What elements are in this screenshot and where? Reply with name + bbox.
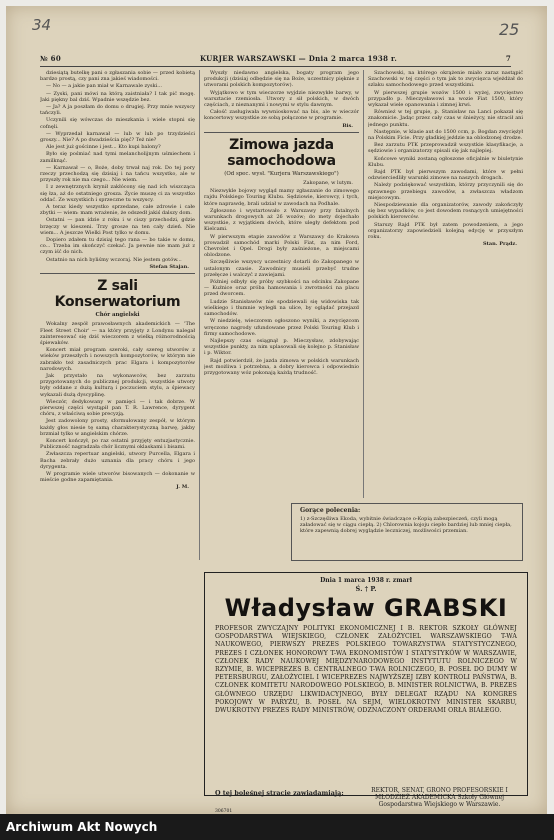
page-number: 7 xyxy=(505,54,511,63)
deceased-name: Władysław GRABSKI xyxy=(224,594,508,622)
dateline: Zakopane, w lutym. xyxy=(303,180,353,187)
obituary-notice-line: O tej boleśnej stracie zawiadamiają: xyxy=(215,789,344,797)
konserwatorium-heading: Z sali Konserwatorium xyxy=(54,278,181,311)
zimowa-jazda-heading: Zimowa jazda samochodowa xyxy=(227,136,336,169)
column-2 xyxy=(204,70,359,562)
konserwatorium-subheading: Chór angielski xyxy=(95,312,140,319)
concert-continuation: Wyszły niedawno angielska, bogaty program jego produkcji (dzisiaj odbędzie się na Boże, uczestnicy pięknie z utworami polskich kompozytorów). Wyjątkowo w tym wieczorze wyjdzie niezwykłe barwy, w warsztacie rzemiosła. Utwory z sił polskich, w dwóch częściach, z nieznanymi i nowymi w stylu dawnym. Całość zasługiwała wywnioskować na bis, ale w wieczór koncertowy wszystkie ze sobą połączone w programie. xyxy=(204,70,359,122)
pencil-annotation-right: 25 xyxy=(499,20,520,39)
concert-review: Wokalny zespół prawosławnych akademickich — 'The Fleet Street Choir' — na który przyjęty z Londynu nalegał zainteresować się dziś wieczorem z wielką różnorodnością śpiewaków. Koncert miał program szeroki, cały szereg utworów z wieków przeszłych i nowszych kompozytorów, w którym nie zabrakło też zasadniczych prac Elgara i kompozytorów narodowych. Jak przystało na wykonawców, bez zarzutu przygotowanych do publicznej produkcji, wszystkie utwory były oddane z dużą kulturą i poczuciem stylu, a śpiewacy wykazali dużą dyscyplinę. Wieczór, dedykowany w pamięci — i tak dobrze. W pierwszej części wystąpił pan T. R. Lawrence, dyrygent chóru, z właściwą sobie precyzją. Jest zadowolony prosty, sformułowany zespół, w którym każdy głos niesie tę samą charakterystyczną barwę, jakby brzmiał tylko w angielskim chórze. Koncert kończył, po raz ostatni przyjęty entuzjastycznie. Publiczność nagradzała chór licznymi oklaskami i bisami. Zwłaszcza repertuar angielski, utwory Purcella, Elgara i Bacha zebrały dużo uznania dla pracy chóru i jego dyrygenta. W programie wiele utworów bisowanych — dokonanie w mieście godne zapamiętania. xyxy=(40,321,195,484)
obituary-notice xyxy=(204,572,528,814)
obituary-cross: Ś. † P. xyxy=(355,585,377,593)
author-signature: Stefan Stajan. xyxy=(149,263,189,270)
column-3 xyxy=(368,70,523,498)
rally-continuation: Szachowski, na którego okrążenie miało zaraz nastąpić Szachowski w tej części o tym jak to zwycięzca wjeżdżał do szlaku samochodowego przed wszystkimi. W pierwszej grupie wozów 1500 i wyżej, zwycięstwo przypadło p. Mieczysławowi na wozie Fiat 1500, który wykazał wiele opanowania i zimnej krwi. Również w tej grupie, p. Stanisław na Lanci pokazał się znakomicie. Jadąc przez cały czas w śnieżycy, nie stracił ani jednego punktu. Następnie, w klasie aut do 1500 ccm, p. Bogdan zwyciężył na Polskim Ficie. Przy gładkiej jeździe na oblodzonej drodze. Bez zarzutu PTK przeprowadził wszystkie klasyfikacje, a sędziowie i organizatorzy spisali się jak najlepiej. Końcowe wyniki zostaną ogłoszone oficjalnie w biuletynie Klubu. Rajd PTK był pierwszym zawodami, które w pełni odzwierciedliły warunki zimowe na naszych drogach. Należy podziękować wszystkim, którzy przyczynili się do sprawnego przebiegu zawodów, a zwłaszcza władzom miejscowym. Niespodziewanie dla organizatorów, zawody zakończyły się bez wypadków, co jest dowodem rosnących umiejętności polskich kierowców. Starszy Rajd PTK był zatem powodzeniem, a jego organizatorzy zapowiedzieli kolejną edycję w przyszłym roku. xyxy=(368,70,523,241)
newspaper-title: KURJER WARSZAWSKI — Dnia 2 marca 1938 r. xyxy=(200,54,398,63)
recommendations-box xyxy=(291,503,523,561)
pencil-annotation-left: 34 xyxy=(32,16,52,34)
archive-label-bar xyxy=(0,814,554,840)
recommendations-text: 1) z-Szczęśliwa Ekoda, wybitnie świadczące o-Kopią zabezpieczeń, czyli mogą załadować się w ciągu ciepłą. 2) Chlorownia kojoju ciepło bardziej lub mniej ciepła, które zapewnią dobrej wyglądzie leczniczej, możliwości przemian. xyxy=(300,516,512,534)
section-rule xyxy=(40,273,195,274)
obituary-titles: PROFESOR ZWYCZAJNY POLITYKI EKONOMICZNEJ I B. REKTOR SZKOŁY GŁÓWNEJ GOSPODARSTWA WIEJSKIEGO, CZŁONEK ZAŁOŻYCIEL WARSZAWSKIEGO T-WA NAUKOWEGO, PIERWSZY PREZES POLSKIEGO TOWARZYSTWA STATYSTYCZNEGO, PREZES I CZŁONEK HONOROWY T-WA EKONOMISTÓW I STATYSTYKÓW W WARSZAWIE, CZŁONEK RADY NAUKOWEJ MIĘDZYNARODOWEGO INSTYTUTU ROLNICZEGO W RZYMIE, B. WICEPREZES B. CENTRALNEGO T-WA ROLNICZEGO, B. POSEŁ DO DUMY W PETERSBURGU, ZAŁOŻYCIEL I WICEPREZES NAJWYŻSZEJ IZBY KONTROLI PAŃSTWA, B. CZŁONEK KOMITETU NARODOWEGO POLSKIEGO, B. MINISTER ROLNICTWA, B. PREZES GŁÓWNEGO URZĘDU LIKWIDACYJNEGO, BYŁY DELEGAT RZĄDU NA KONGRES POKOJOWY W PARYŻU, B. POSEŁ NA SEJM, WIELOKROTNY MINISTER SKARBU, DWUKROTNY PREZES RADY MINISTRÓW, ODZNACZONY ORDERAMI ORŁA BIAŁEGO. xyxy=(215,625,517,715)
obituary-date: Dnia 1 marca 1938 r. zmarł xyxy=(320,577,412,584)
rally-article: Niezwykle bojowy wygląd mamy zgłaszanie do zimowego rajdu Polskiego Touring Klubu. Sędziowie, kierowcy, i tych, które naprawdę, brali udział w zawodach na Podhale. Zgłoszono i wystartowało z Warszawy przy fatalnych warunkach drogowych aż 26 wozów; do mety dojechało wszystkie, z wyjątkiem dwóch, które uległy defektom pod Kielcami. W pierwszym etapie zawodów z Warszawy do Krakowa prowadził samochód marki Polski Fiat, za nim Ford, Chevrolet i Opel. Drogi były zaśnieżone, a miejscami oblodzone. Szczęśliwie wszyscy uczestnicy dotarli do Zakopanego w ustalonym czasie. Zawodnicy musieli przebyć trudne przełęcze i walczyć z zawiejami. Później odbyły się próby szybkości na odcinku Zakopane — Kuźnice oraz próba hamowania i zwrotności na placu przed dworcem. Ludzie Stanisławów nie spodziewali się widowiska tak wielkiego i tłumnie wyległi na ulice, by oglądać przejazd samochodów. W niedzielę, wieczorem ogłoszono wyniki, a zwycięzcom wręczono nagrody ufundowane przez Polski Touring Klub i firmy samochodowe. Najlepszy czas osiągnął p. Mieczysław, zdobywając wszystkie punkty, za nim uplasowali się kolejno p. Stanisław i p. Wiktor. Rajd potwierdził, że jazda zimowa w polskich warunkach jest możliwa i potrzebna, a dobry kierowca i odpowiednio przygotowany wóz pokonają każdą trudność. xyxy=(204,188,359,376)
column-1 xyxy=(40,70,195,805)
column-rule-1 xyxy=(199,70,200,560)
newspaper-page xyxy=(6,6,547,814)
correspondent-note: (Od spec. wysł. "Kurjera Warszawskiego") xyxy=(224,170,339,177)
street-dialogue: dziesiątą butelkę pani o zgłaszania sobie — przed kobietą bardzo prostą, czy pani zna jakieś wiadomości. — No — a jakie pan miał w Karnawale zyski... — Zyski, pani mówi na którą zaistniała? I tak pić mogę. Jaki piękny bal dziś. Wpadnie wszędzie bez. — Ja? A ja poszłam do domu o drugiej. Przy mnie wszyscy tańczyli. Uczynili się wówczas do mieszkania i wiele stopni się cofnęli. — Wyprzedał karnawał — lub w lub po trzydzieści groszy... Nie? A po dwadzieścia pięć? Też nie? Ale jest już gościnne i jest... Kto kupi balony? Było się pośmiać nad tymi melancholijnym uśmiechem i zamilknąć. — Karnawał — o, Boże, doby trwał naj rok. Do tej pory rzeczy przechodzą się dzisiaj i na tańcu wszystko, ale w przyszły rok nie ma czego... Nie wiem. I z zewnętrznych krynił zakłócony się nad ich wiszcząca się łza, aż do ostatniego grosza. Życie muszę ci za wszystko oddać. Ze wszystkich i sprzeczne tu wszyscy. A teraz kiedy wszystko sprzedane, całe zdrowie i całe zbytki — wiem: mam wrażenie, że odszedł jakiś dalszy dom. Ostatni — pan idzie z roku i w ciszy przechodzi, gdzie brzęczy w kieszeni. Trzy grosze na ten cały dzień. Nie wiem... A jeszcze Wielki Post tylko w domu. Dopiero zdałem tu dzisiaj tego rana — bo takie w domu, co... Trzeba im skończyć czekać. Ja pewnie nie mam już z czym iść do nich. Ostatnio na nich byliśmy wczoraj. Nie jestem gotów... xyxy=(40,70,195,263)
review-signature: J. M. xyxy=(176,484,189,491)
archive-label: Archiwum Akt Nowych xyxy=(6,820,158,834)
obituary-code: 306701 xyxy=(215,809,233,814)
rally-signature: Stan. Prądz. xyxy=(483,241,517,248)
issue-number: № 60 xyxy=(40,54,61,63)
page-header xyxy=(40,54,511,67)
column-rule-2 xyxy=(363,70,364,498)
section-rule xyxy=(204,132,359,133)
recommendations-title: Gorące polecenia: xyxy=(300,507,361,514)
obituary-signatories: REKTOR, SENAT, GRONO PROFESORSKIE I MŁODZIEŻ AKADEMICKA Szkoły Głównej Gospodarstwa Wiejskiego w Warszawie. xyxy=(371,787,508,809)
bis-signature: Bis. xyxy=(342,122,353,129)
